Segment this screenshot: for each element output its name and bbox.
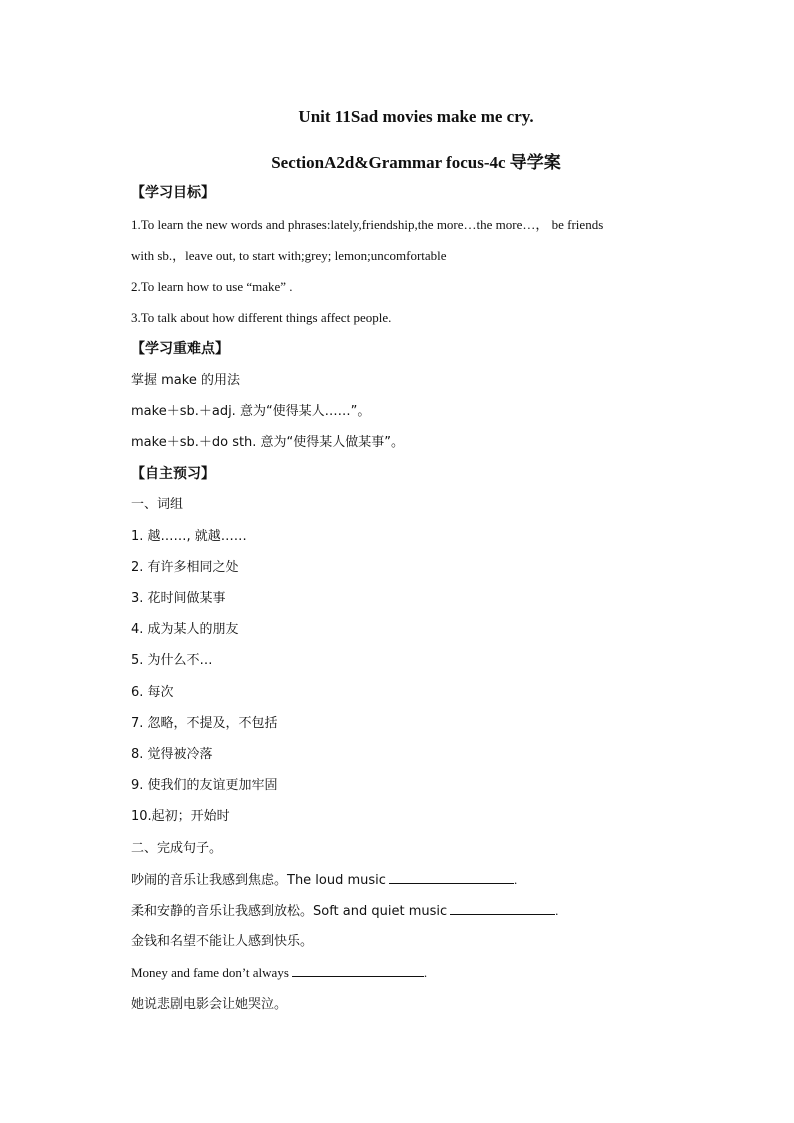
phrase-item: 4. 成为某人的朋友: [131, 622, 239, 637]
goals-heading: 【学习目标】: [131, 185, 215, 201]
answer-blank[interactable]: [389, 871, 514, 884]
phrase-item: 10.起初；开始时: [131, 809, 230, 824]
key-point-1: 掌握 make 的用法: [131, 373, 240, 388]
sentence-2: [131, 902, 558, 921]
sentence-1-period: .: [513, 872, 518, 887]
title-line-1: Unit 11Sad movies make me cry.: [298, 107, 534, 126]
phrase-item: 9. 使我们的友谊更加牢固: [131, 778, 278, 793]
goal-2: 2.To learn how to use “make” .: [131, 279, 293, 294]
goal-1-line-a: 1.To learn the new words and phrases:lately,friendship,the more…the more…， be friends: [131, 217, 604, 232]
sentence-2-period: .: [555, 903, 559, 918]
phrase-item: 5. 为什么不…: [131, 653, 213, 668]
sentence-2-text: 柔和安静的音乐让我感到放松。Soft and quiet music: [131, 904, 448, 919]
key-point-3: make＋sb.＋do sth. 意为“使得某人做某事”。: [131, 435, 405, 450]
section-1-title: 一、词组: [131, 497, 184, 512]
goal-1-line-b: with sb.，leave out, to start with;grey; lemon;uncomfortable: [131, 248, 447, 263]
phrase-item: 6. 每次: [131, 685, 174, 700]
answer-blank[interactable]: [292, 964, 424, 977]
title-line-2: SectionA2d&Grammar focus-4c 导学案: [271, 153, 561, 172]
phrase-item: 7. 忽略，不提及，不包括: [131, 716, 278, 731]
section-2-title: 二、完成句子。: [131, 841, 223, 856]
sentence-4-text: Money and fame don’t always: [131, 965, 289, 980]
sentence-4: [131, 964, 427, 982]
phrase-item: 3. 花时间做某事: [131, 591, 226, 606]
preview-heading: 【自主预习】: [131, 466, 215, 482]
goal-3: 3.To talk about how different things affect people.: [131, 310, 392, 325]
sentence-1-text: 吵闹的音乐让我感到焦虑。The loud music: [131, 873, 386, 888]
key-point-2: make＋sb.＋adj. 意为“使得某人……”。: [131, 404, 371, 419]
phrase-item: 8. 觉得被冷落: [131, 747, 213, 762]
key-points-heading: 【学习重难点】: [131, 341, 229, 357]
phrase-item: 2. 有许多相同之处: [131, 560, 239, 575]
sentence-3: 金钱和名望不能让人感到快乐。: [131, 934, 314, 949]
answer-blank[interactable]: [450, 902, 555, 915]
sentence-1: [131, 871, 517, 890]
phrase-item: 1. 越……, 就越……: [131, 529, 247, 544]
sentence-5: 她说悲剧电影会让她哭泣。: [131, 997, 288, 1012]
sentence-4-period: .: [423, 965, 428, 980]
